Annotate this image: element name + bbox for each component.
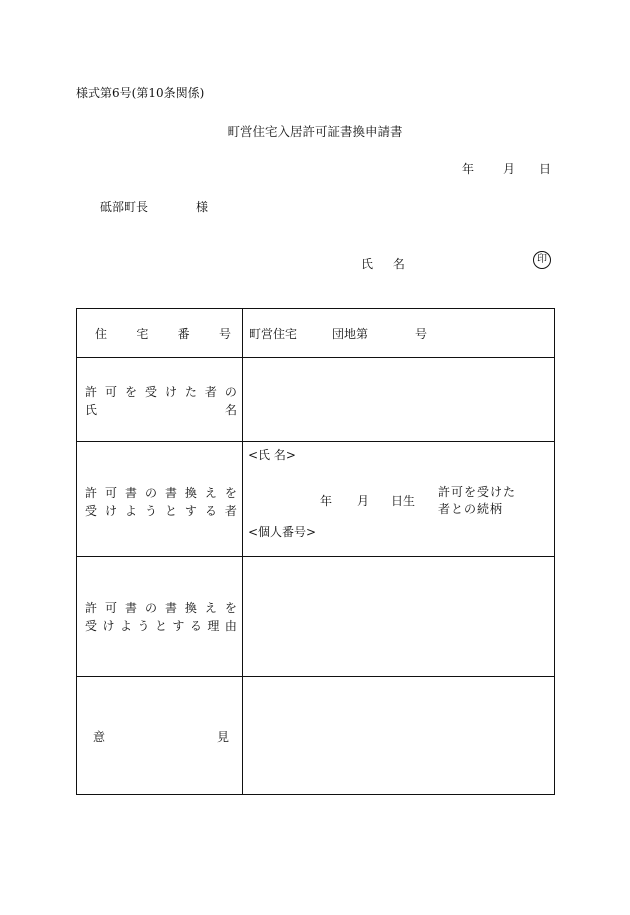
date-month-label: 月 [503,162,516,176]
applicant-label [85,484,237,520]
row-divider [77,357,554,358]
personal-number-field: <個人番号> [248,525,317,539]
date-day-label: 日 [539,162,552,176]
document-title: 町営住宅入居許可証書換申請書 [227,124,403,139]
column-divider [242,309,243,794]
relationship-label [438,484,516,518]
application-table [76,308,555,795]
reason-label-line1: 許 可 書 の 書 換 え を [85,601,237,615]
row-divider [77,676,554,677]
addressee [100,198,208,215]
dob-year-label: 年 [320,494,333,508]
application-date [462,160,551,177]
permit-holder-label-line2: 氏 名 [85,403,237,417]
applicant-name-field: <氏 名> [248,448,296,462]
row-divider [77,556,554,557]
applicant-label-line2: 受 け よ う と す る 者 [85,504,237,518]
reason-label [85,599,237,635]
house-number-prefix: 町営住宅 [249,327,298,341]
permit-holder-label [85,383,237,419]
row-divider [77,441,554,442]
house-number-label-text: 住 宅 番 号 [95,327,231,341]
relationship-label-line2: 者との続柄 [438,502,504,516]
house-number-label [85,325,237,343]
relationship-label-line1: 許可を受けた [438,485,517,499]
seal-mark: 印 [533,251,551,269]
addressee-honorific: 様 [196,200,209,214]
house-number-suffix: 号 [415,327,428,341]
reason-label-line2: 受 け よ う と す る 理 由 [85,619,237,633]
dob-day-label: 日生 [391,494,416,508]
opinion-label [85,728,237,746]
date-year-label: 年 [462,162,475,176]
addressee-name: 砥部町長 [100,200,149,214]
applicant-name-label: 氏 名 [361,257,413,271]
applicant-label-line1: 許 可 書 の 書 換 え を [85,486,237,500]
dob-month-label: 月 [357,494,370,508]
opinion-label-text: 意 見 [93,730,229,744]
house-number-danchi: 団地第 [332,327,369,341]
form-number: 様式第6号(第10条関係) [76,86,205,100]
permit-holder-label-line1: 許 可 を 受 け た 者 の [85,385,237,399]
